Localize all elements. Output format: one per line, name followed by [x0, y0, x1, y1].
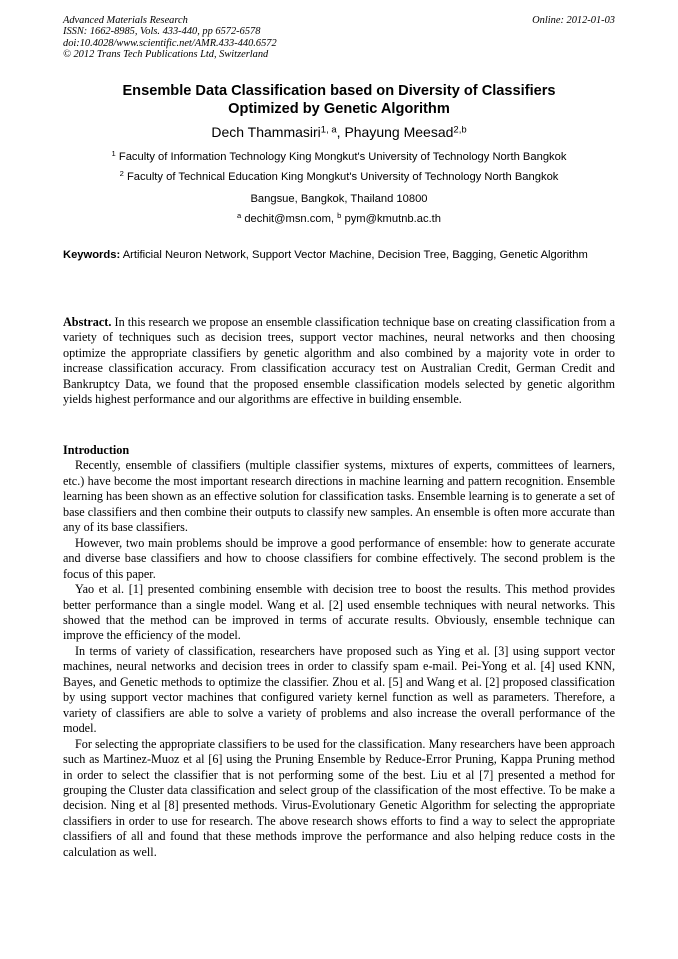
email-a: dechit@msn.com,: [244, 213, 338, 225]
author-separator: ,: [336, 124, 345, 140]
abstract-text: In this research we propose an ensemble classification technique base on creating classification from a variety of techniques such as decision trees, support vector machines, neural networks and then choosing optimize the appropriate classifiers by genetic algorithm and also combined by a majority vote in order to increase classification accuracy. From classification accuracy test on Australian Credit, German Credit and Bankruptcy Data, we found that the proposed ensemble classification models selected by genetic algorithm yields highest performance and our algorithms are effective in building ensemble.: [63, 315, 616, 407]
email-line: [63, 212, 615, 226]
abstract: [63, 315, 615, 408]
affiliation-1-text: Faculty of Information Technology King Mongkut's University of Technology North Bangkok: [118, 151, 567, 163]
abstract-label: Abstract.: [63, 315, 112, 329]
affiliation-2-text: Faculty of Technical Education King Mongkut's University of Technology North Bangkok: [126, 171, 559, 183]
author-1-name: Dech Thammasiri: [211, 124, 321, 140]
journal-header: [63, 15, 615, 61]
keywords: [63, 248, 615, 262]
affiliation-1-mark: 1: [111, 149, 116, 159]
email-b: pym@kmutnb.ac.th: [344, 213, 442, 225]
author-list: [63, 123, 615, 141]
author-2-affil-mark: 2,b: [453, 124, 467, 136]
author-2-name: Phayung Meesad: [344, 124, 454, 140]
title-line-1: Ensemble Data Classification based on Diversity of Classifiers: [122, 83, 556, 99]
introduction-heading: Introduction: [63, 443, 130, 457]
doi-line: doi:10.4028/www.scientific.net/AMR.433-440.6572: [63, 37, 277, 49]
email-a-mark: a: [236, 211, 242, 221]
email-b-mark: b: [337, 211, 342, 221]
intro-paragraph-2: However, two main problems should be improve a good performance of ensemble: how to generate accurate and diverse base classifiers and how to choose classifiers for combine effectively. The second problem is the focus of this paper.: [63, 535, 615, 581]
title-line-2: Optimized by Genetic Algorithm: [228, 101, 450, 117]
paper-title: [63, 82, 615, 118]
affiliation-2: [63, 170, 615, 184]
intro-paragraph-5: For selecting the appropriate classifiers to be used for the classification. Many researchers have been approach such as Martinez-Muoz et al [6] using the Pruning Ensemble by Reduce-Error Pruning, Kappa Pruning method in order to select the classifier that is not performing some of the best. Liu et al [7] presented a method for grouping the Cluster data classification and select group of the classification of the most effective. To be make a decision. Ning et al [8] presented methods. Virus-Evolutionary Genetic Algorithm for selecting the appropriate classifiers in order to use for research. The above research shows efforts to find a way to select the appropriate classifiers of all and found that these methods improve the performance and also helping reduce costs in the calculation as well.: [63, 736, 615, 859]
affiliation-address: Bangsue, Bangkok, Thailand 10800: [250, 193, 428, 205]
affiliation-2-mark: 2: [119, 169, 124, 179]
journal-name: Advanced Materials Research: [63, 15, 188, 26]
affiliation-1: [63, 150, 615, 164]
online-date: Online: 2012-01-03: [532, 15, 615, 26]
keywords-label: Keywords:: [63, 249, 121, 261]
intro-paragraph-3: Yao et al. [1] presented combining ensemble with decision tree to boost the results. This method provides better performance than a single model. Wang et al. [2] used ensemble techniques with neural networks. This showed that the method can be improved in terms of accurate results. Obviously, ensemble technique can improve the efficiency of the model.: [63, 582, 615, 643]
issn-line: ISSN: 1662-8985, Vols. 433-440, pp 6572-6578: [63, 26, 261, 38]
introduction-section: [63, 443, 615, 860]
keywords-text: Artificial Neuron Network, Support Vector Machine, Decision Tree, Bagging, Genetic Algorithm: [122, 249, 588, 261]
intro-paragraph-4: In terms of variety of classification, researchers have proposed such as Ying et al. [3] using support vector machines, neural networks and decision trees in order to classify spam e-mail. Pei-Yong et al. [4] used KNN, Bayes, and Genetic methods to optimize the classifier. Zhou et al. [5] and Wang et al. [2] proposed classification by using support vector machines that configured variety kernel function as well as parameters. Therefore, a variety of classifiers are able to solve a variety of problems and also increase the overall performance of the model.: [63, 643, 615, 736]
copyright-line: © 2012 Trans Tech Publications Ltd, Switzerland: [63, 49, 269, 61]
intro-paragraph-1: Recently, ensemble of classifiers (multiple classifier systems, mixtures of experts, committees of learners, etc.) have become the most important research directions in machine learning and pattern recognition. Ensemble learning has been shown as an effective solution for classification tasks. Ensemble learning is to generate a set of base classifiers and then combine their outputs to classify new samples. An ensemble is often more accurate than any of its base classifiers.: [63, 458, 615, 535]
author-1-affil-mark: 1, a: [320, 124, 337, 136]
